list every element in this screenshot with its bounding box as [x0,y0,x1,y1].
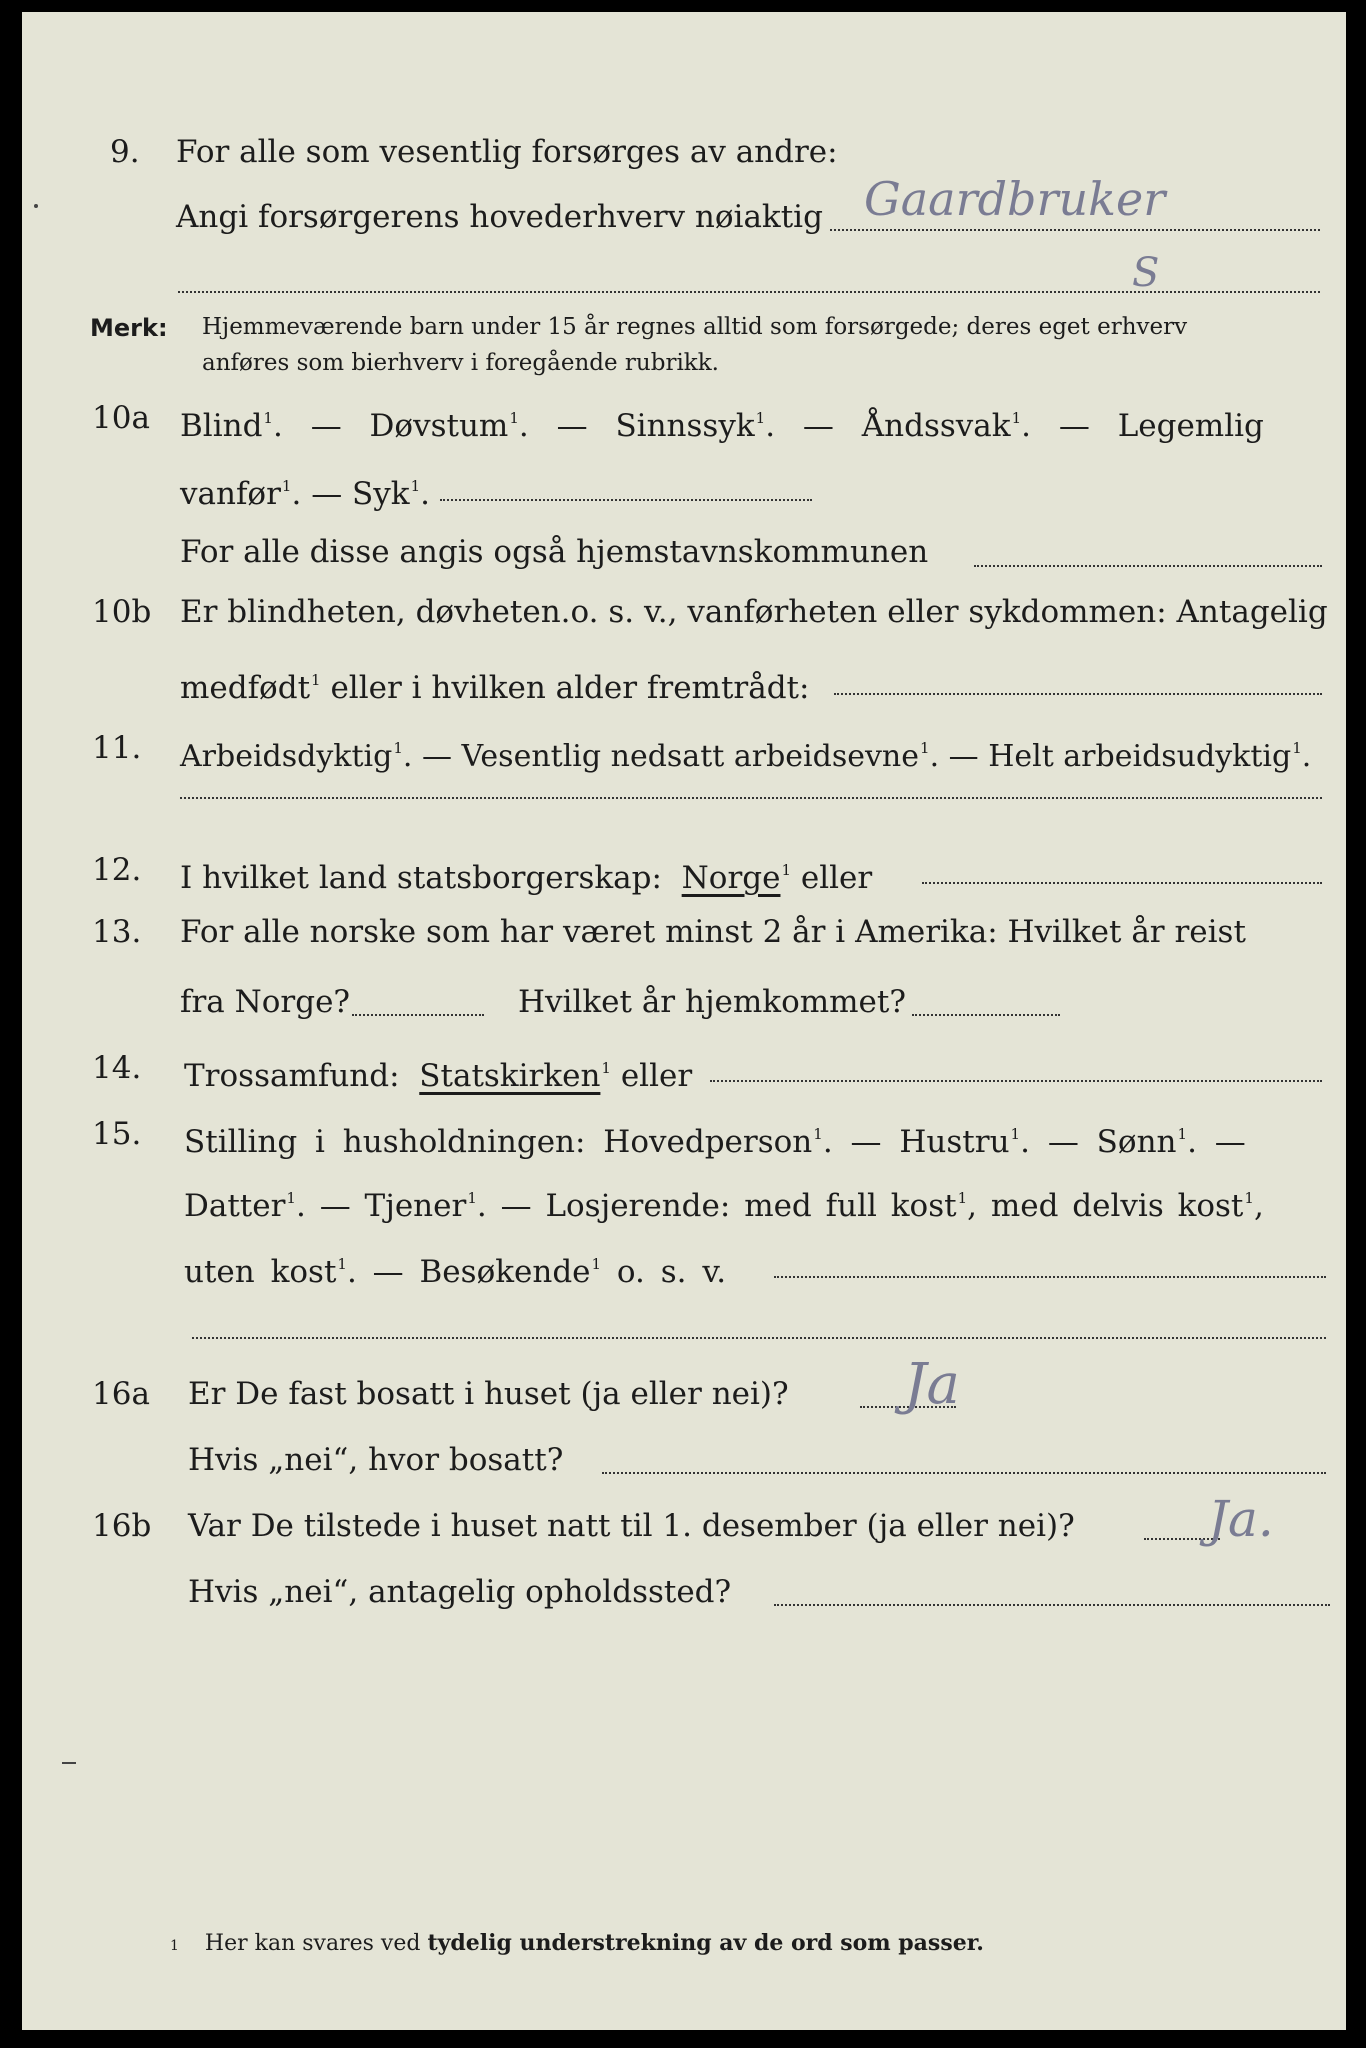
sup-mark: 1 [591,1255,602,1273]
q15-text-line2: Datter$^1$. — Tjener$^1$. — Losjerende: med full kost$^1$, med delvis kost$^1$, [184,1188,1264,1224]
q13-reist-line [352,1014,484,1016]
q10a-options: Blind$^1$. — Døvstum$^1$. — Sinnssyk$^1$. — Åndssvak$^1$. — Legemlig [180,408,1264,444]
q12-number: 12. [92,852,142,888]
q16b-handwritten-answer: Ja. [1208,1490,1274,1548]
q14-question: Trossamfund: [184,1058,400,1094]
q11-answer-line [180,797,1322,799]
sup-mark: 1 [410,477,421,495]
option-hustru: Hustru [899,1124,1010,1160]
sup-mark: 1 [281,477,292,495]
dash: — [850,1124,882,1160]
q10b-number: 10b [92,594,152,630]
q10a-hjemstavn-line [974,565,1322,567]
sup-mark: 1 [467,1189,477,1207]
sup-mark: 1 [286,1189,296,1207]
q14-text [184,1048,692,1096]
sup-mark: 1 [755,409,766,427]
option-vanfor: vanfør [180,476,281,512]
q15-number: 15. [92,1116,142,1152]
q10a-text-line3: For alle disse angis også hjemstavnskommunen [180,534,929,570]
option-andssvak: Åndssvak [861,408,1011,444]
sup-mark: 1 [813,1125,823,1143]
dash: — [319,1188,351,1224]
option-nedsatt: Vesentlig nedsatt arbeidsevne [461,739,920,774]
q9-pencil-mark: S [1132,250,1160,296]
footnote-plain: Her kan svares ved [204,1931,421,1956]
q10b-answer-line [834,693,1322,695]
q12-answer-line [922,882,1322,884]
sup-mark: 1 [920,739,930,757]
dash: — [310,408,342,444]
q16b-number: 16b [92,1508,152,1544]
q13-text-line1: For alle norske som har været minst 2 år i Amerika: Hvilket år reist [180,914,1246,950]
q16b-opholdssted-line [774,1604,1330,1606]
sup-mark: 1 [311,671,321,689]
q15-text-line1: Stilling i husholdningen: Hovedperson$^1$. — Hustru$^1$. — Sønn$^1$. — [184,1124,1246,1160]
footnote-bold: tydelig understrekning av de ord som passer. [427,1930,984,1956]
q12-eller: eller [800,860,873,896]
sup-mark: 1 [509,409,519,427]
option-arbeidsdyktig: Arbeidsdyktig [180,739,393,774]
option-blind: Blind [180,408,263,444]
dash: — [311,476,343,512]
option-datter: Datter [184,1188,286,1224]
q12-question: I hvilket land statsborgerskap: [180,860,662,896]
q14-answer-line [710,1080,1322,1082]
sup-mark: 1 [337,1255,347,1273]
q10a-number: 10a [92,400,150,436]
footnote [170,1930,984,1956]
sup-mark: 1 [781,861,792,879]
q13-hjemkommet: Hvilket år hjemkommet? [518,984,906,1020]
option-dovstum: Døvstum [369,408,509,444]
q9-answer-line [830,229,1320,231]
comma: , [1253,1188,1264,1224]
sup-mark: 1 [393,739,403,757]
q16a-text-line2: Hvis „nei“, hvor bosatt? [188,1442,564,1478]
option-hovedperson: Stilling i husholdningen: Hovedperson [184,1124,813,1160]
q16a-text-line1: Er De fast bosatt i huset (ja eller nei)? [188,1376,789,1412]
option-statskirken: Statskirken [419,1058,601,1094]
q11-options: Arbeidsdyktig$^1$. — Vesentlig nedsatt arbeidsevne$^1$. — Helt arbeidsudyktig$^1$. [180,739,1312,774]
sup-mark: 1 [1011,409,1022,427]
q16a-handwritten-answer: Ja [904,1352,960,1417]
q9-text-line2: Angi forsørgerens hovederhverv nøiaktig [176,199,823,235]
merk-text-line1: Hjemmeværende barn under 15 år regnes alltid som forsørgede; deres eget erhverv [202,314,1188,340]
sup-mark: 1 [601,1059,611,1077]
q15-answer-line [774,1276,1326,1278]
dash: — [500,1188,532,1224]
dash: — [1058,408,1090,444]
q16a-number: 16a [92,1376,150,1412]
q13-number: 13. [92,914,142,950]
sup-mark: 1 [1244,1189,1254,1207]
sup-mark: 1 [957,1189,968,1207]
comma: , [967,1188,977,1224]
sup-mark: 1 [1010,1125,1021,1143]
sup-mark: 1 [1177,1125,1188,1143]
option-norge: Norge [681,860,781,896]
option-syk: Syk [352,476,410,512]
option-tjener: Tjener [364,1188,467,1224]
q14-eller: eller [620,1058,693,1094]
q16b-text-line2: Hvis „nei“, antagelig opholdssted? [188,1574,732,1610]
margin-mark [62,1762,76,1764]
option-sinnssyk: Sinnssyk [615,408,755,444]
option-losjerende: Losjerende: [545,1188,731,1224]
dash: — [372,1254,404,1290]
q14-number: 14. [92,1050,142,1086]
q10b-text-line2 [180,660,809,708]
option-udyktig: Helt arbeidsudyktig [988,739,1292,774]
merk-text-line2: anføres som bierhverv i foregående rubrikk. [202,350,719,376]
margin-mark [34,204,38,208]
q15-osv: o. s. v. [616,1254,727,1290]
q13-fra-norge: fra Norge? [180,984,351,1020]
q16a-bosatt-line [602,1472,1326,1474]
option-besokende: Besøkende [419,1254,591,1290]
footnote-number: 1 [170,1938,179,1954]
dash: — [1047,1124,1079,1160]
option-delvis-kost: med delvis kost [990,1188,1244,1224]
q9-text-line1: For alle som vesentlig forsørges av andre: [176,134,838,170]
dash: — [948,739,979,774]
dash: — [802,408,834,444]
q10b-text-line2-rest: eller i hvilken alder fremtrådt: [330,670,810,706]
sup-mark: 1 [263,409,273,427]
q10a-vanfor-syk: vanfør$^1$. — Syk$^1$. [180,476,430,512]
option-sonn: Sønn [1096,1124,1177,1160]
q9-handwritten-answer: Gaardbruker [864,172,1166,226]
q10b-text-line1: Er blindheten, døvheten.o. s. v., vanførheten eller sykdommen: Antagelig [180,594,1328,630]
option-full-kost: med full kost [744,1188,957,1224]
option-legemlig: Legemlig [1117,408,1264,444]
merk-label: Merk: [90,314,168,342]
q15-extra-line [192,1337,1326,1339]
sup-mark: 1 [1292,739,1302,757]
option-medfodt: medfødt [180,670,311,706]
q10a-answer-line [440,499,812,501]
dash: — [556,408,588,444]
q9-number: 9. [110,134,140,170]
q11-number: 11. [92,730,142,766]
dash: — [421,739,452,774]
census-form-page [22,12,1346,2030]
dash: — [1214,1124,1246,1160]
q13-hjemkommet-line [912,1014,1060,1016]
option-uten-kost: uten kost [184,1254,337,1290]
q16b-text-line1: Var De tilstede i huset natt til 1. desember (ja eller nei)? [188,1508,1075,1544]
q12-text [180,850,872,898]
q15-text-line3: uten kost$^1$. — Besøkende$^1$ o. s. v. [184,1254,727,1290]
